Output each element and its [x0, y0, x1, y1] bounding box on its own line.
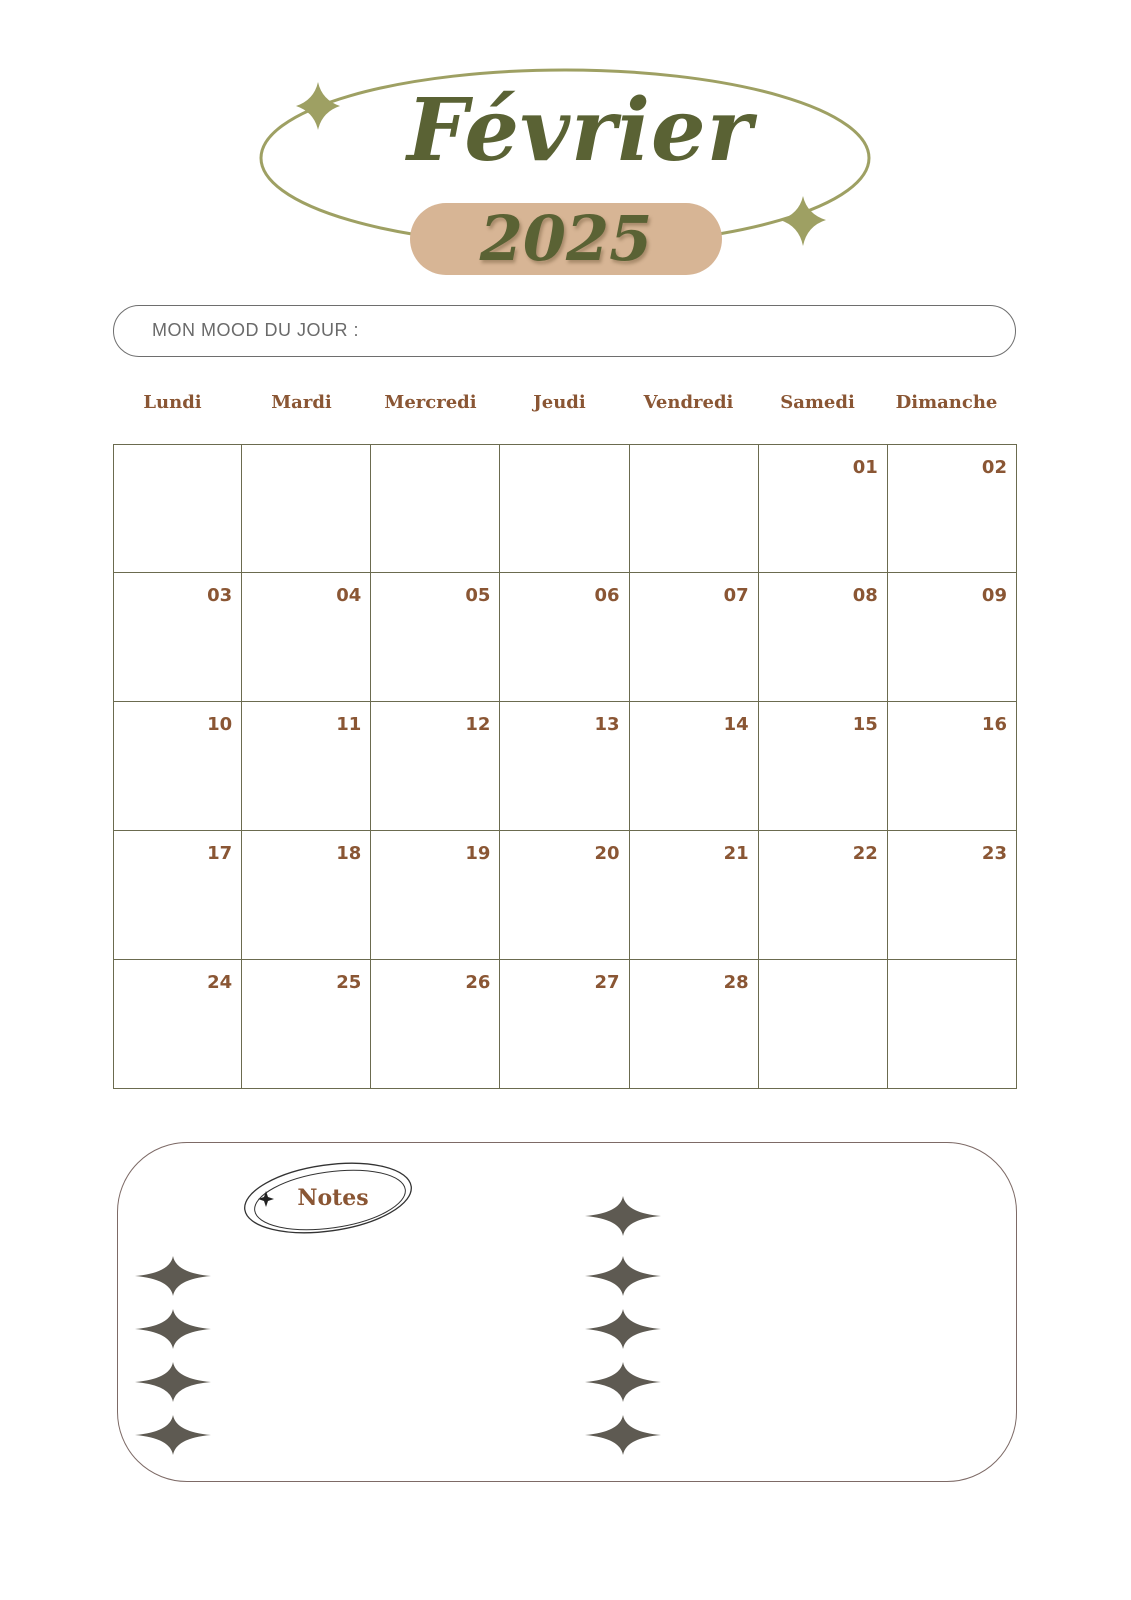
weekday-sunday: Dimanche [895, 392, 998, 413]
calendar-day-cell[interactable] [113, 960, 242, 1089]
calendar-day-cell[interactable] [371, 702, 500, 831]
sparkle-icon [780, 196, 826, 246]
day-number: 18 [336, 843, 362, 864]
calendar-day-cell[interactable] [242, 573, 371, 702]
calendar-day-cell[interactable] [888, 960, 1017, 1089]
day-number: 10 [207, 714, 233, 735]
calendar-day-cell[interactable] [759, 831, 888, 960]
day-number: 20 [594, 843, 620, 864]
day-number: 09 [981, 585, 1007, 606]
calendar-grid [113, 444, 1017, 1089]
calendar-day-cell[interactable] [630, 960, 759, 1089]
day-number: 17 [207, 843, 233, 864]
notes-label: Notes [297, 1185, 369, 1211]
day-number: 16 [981, 714, 1007, 735]
day-number: 15 [852, 714, 878, 735]
day-number: 02 [981, 457, 1007, 478]
calendar-day-cell[interactable] [242, 702, 371, 831]
calendar-day-cell[interactable] [759, 573, 888, 702]
calendar-day-cell[interactable] [759, 960, 888, 1089]
year-title: 2025 [479, 202, 653, 275]
calendar-day-cell[interactable] [242, 444, 371, 573]
day-number: 14 [723, 714, 749, 735]
day-number: 26 [465, 972, 491, 993]
day-number: 28 [723, 972, 749, 993]
calendar-day-cell[interactable] [759, 444, 888, 573]
calendar-day-cell[interactable] [888, 573, 1017, 702]
day-number: 22 [852, 843, 878, 864]
calendar-day-cell[interactable] [113, 444, 242, 573]
calendar-day-cell[interactable] [500, 960, 629, 1089]
calendar-day-cell[interactable] [630, 444, 759, 573]
weekday-tuesday: Mardi [271, 392, 332, 413]
calendar-day-cell[interactable] [630, 702, 759, 831]
day-number: 05 [465, 585, 491, 606]
calendar-day-cell[interactable] [630, 573, 759, 702]
day-number: 04 [336, 585, 362, 606]
day-number: 23 [981, 843, 1007, 864]
calendar-day-cell[interactable] [371, 573, 500, 702]
day-number: 03 [207, 585, 233, 606]
calendar-day-cell[interactable] [242, 831, 371, 960]
day-number: 25 [336, 972, 362, 993]
month-title: Février [406, 80, 754, 181]
weekday-thursday: Jeudi [533, 392, 586, 413]
day-number: 21 [723, 843, 749, 864]
calendar-day-cell[interactable] [371, 831, 500, 960]
day-number: 08 [852, 585, 878, 606]
calendar-day-cell[interactable] [500, 444, 629, 573]
mood-label: MON MOOD DU JOUR : [152, 320, 359, 340]
mood-field[interactable] [113, 305, 1016, 357]
day-number: 24 [207, 972, 233, 993]
calendar-day-cell[interactable] [630, 831, 759, 960]
calendar-day-cell[interactable] [371, 960, 500, 1089]
calendar-day-cell[interactable] [113, 573, 242, 702]
calendar-day-cell[interactable] [759, 702, 888, 831]
calendar-day-cell[interactable] [500, 573, 629, 702]
weekday-friday: Vendredi [643, 392, 734, 413]
sparkle-icon [296, 82, 340, 130]
day-number: 12 [465, 714, 491, 735]
calendar-day-cell[interactable] [242, 960, 371, 1089]
notes-box[interactable] [117, 1142, 1017, 1482]
calendar-day-cell[interactable] [371, 444, 500, 573]
day-number: 13 [594, 714, 620, 735]
day-number: 11 [336, 714, 362, 735]
calendar-day-cell[interactable] [888, 702, 1017, 831]
weekday-saturday: Samedi [780, 392, 855, 413]
calendar-day-cell[interactable] [888, 444, 1017, 573]
calendar-day-cell[interactable] [113, 831, 242, 960]
weekday-monday: Lundi [143, 392, 202, 413]
day-number: 27 [594, 972, 620, 993]
calendar-day-cell[interactable] [888, 831, 1017, 960]
weekday-wednesday: Mercredi [384, 392, 477, 413]
calendar-day-cell[interactable] [500, 702, 629, 831]
day-number: 01 [852, 457, 878, 478]
day-number: 07 [723, 585, 749, 606]
day-number: 06 [594, 585, 620, 606]
day-number: 19 [465, 843, 491, 864]
calendar-day-cell[interactable] [500, 831, 629, 960]
calendar-day-cell[interactable] [113, 702, 242, 831]
